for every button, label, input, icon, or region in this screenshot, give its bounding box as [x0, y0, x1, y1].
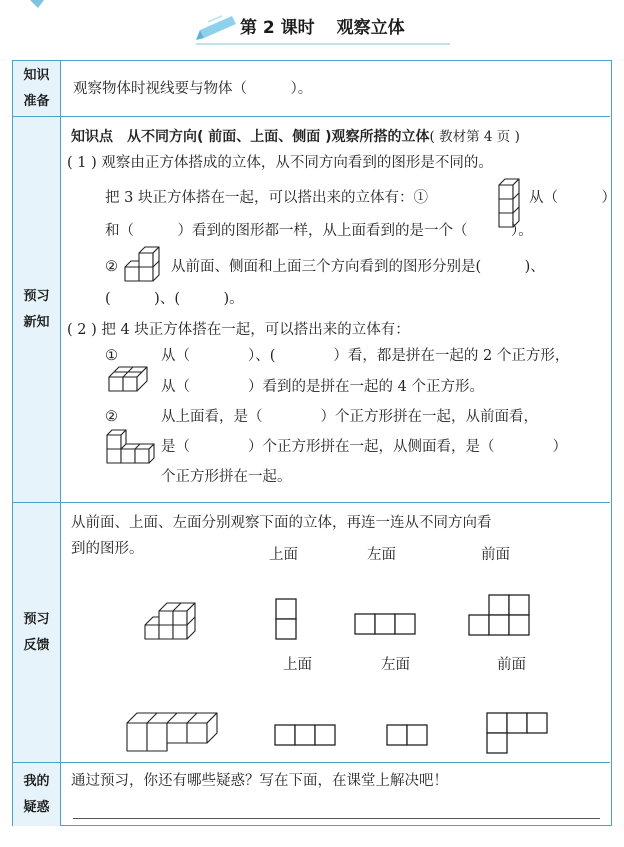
answer-line[interactable]: [73, 818, 600, 819]
set2-view-left: [387, 725, 429, 747]
paragraph-2-2c: 个正方形拼在一起。: [161, 469, 292, 485]
paragraph-1: ( 1 ) 观察由正方体搭成的立体，从不同方向看到的图形是不同的。: [67, 155, 493, 171]
feedback-instruction-1: 从前面、上面、左面分别观察下面的立体，再连一连从不同方向看: [71, 515, 492, 531]
page-title: [240, 13, 405, 38]
paragraph-2-2a: 从上面看，是（ ）个正方形拼在一起，从前面看，: [161, 409, 538, 425]
label-preview-feedback: 预习 反馈: [13, 503, 61, 762]
prep-question: 观察物体时视线要与物体（ ）。: [73, 81, 313, 97]
set1-label-left: 左面: [367, 547, 396, 563]
paragraph-2-1b: 从（ ）看到的是拼在一起的 4 个正方形。: [161, 379, 484, 395]
prep-content: [61, 61, 610, 116]
worksheet-table: [12, 60, 616, 826]
row-preview-new: [13, 117, 616, 503]
lesson-number: 第 2 课时: [240, 18, 315, 38]
knowledge-point-title: 知识点 从不同方向( 前面、上面、侧面 )观察所搭的立体( 教材第 4 页 ): [71, 129, 520, 145]
textbook-reference: ( 教材第 4 页 ): [429, 129, 520, 145]
set1-view-front: [469, 595, 531, 637]
cube-l-shape-3: [125, 241, 165, 285]
preview-content: [61, 117, 616, 502]
paragraph-1c-num: ②: [105, 259, 118, 275]
cube-stack-3-vertical: [499, 177, 521, 227]
solid-2: [127, 711, 219, 755]
paragraph-2-2b: 是（ ）个正方形拼在一起，从侧面看，是（ ）: [161, 439, 567, 455]
doubts-prompt: 通过预习，你还有哪些疑惑？写在下面，在课堂上解决吧！: [71, 773, 448, 789]
feedback-content: [61, 503, 610, 762]
paragraph-2-2-num: ②: [105, 409, 118, 425]
set1-view-top: [276, 599, 298, 641]
cube-block-2x2: [109, 363, 155, 393]
paragraph-2-1-num: ①: [105, 348, 118, 364]
set2-view-front: [487, 713, 549, 755]
paragraph-1d: ( )、( )。: [105, 291, 244, 307]
paragraph-1a-cont: 从（ ）: [529, 190, 616, 206]
set1-view-left: [355, 614, 417, 636]
pencil-icon: [196, 16, 236, 40]
paragraph-1a: 把 3 块正方体搭在一起，可以搭出来的立体有：①: [105, 190, 428, 206]
lesson-topic: 观察立体: [336, 18, 405, 38]
feedback-instruction-2: 到的图形。: [71, 541, 144, 557]
set2-label-top: 上面: [283, 657, 312, 673]
set1-label-front: 前面: [481, 547, 510, 563]
solid-1: [145, 601, 211, 647]
cube-step-4: [107, 429, 157, 465]
paragraph-2: ( 2 ) 把 4 块正方体搭在一起，可以搭出来的立体有：: [67, 322, 410, 338]
row-preview-feedback: [13, 503, 610, 763]
doubts-content: [61, 763, 610, 826]
label-knowledge-prep: 知识 准备: [13, 61, 61, 116]
row-knowledge-prep: [13, 61, 610, 117]
set2-label-left: 左面: [381, 657, 410, 673]
paragraph-1c: 从前面、侧面和上面三个方向看到的图形分别是( )、: [171, 259, 545, 275]
set2-label-front: 前面: [497, 657, 526, 673]
paragraph-2-1a: 从（ ）、( ）看，都是拼在一起的 2 个正方形，: [161, 348, 570, 364]
set2-view-top: [275, 725, 337, 747]
paragraph-1b: 和（ ）看到的图形都一样，从上面看到的是一个（ ）。: [105, 223, 533, 239]
lesson-header: [0, 0, 624, 58]
label-preview-new: 预习 新知: [13, 117, 61, 502]
set1-label-top: 上面: [269, 547, 298, 563]
label-my-doubts: 我的 疑惑: [13, 763, 61, 826]
row-my-doubts: [13, 763, 610, 826]
